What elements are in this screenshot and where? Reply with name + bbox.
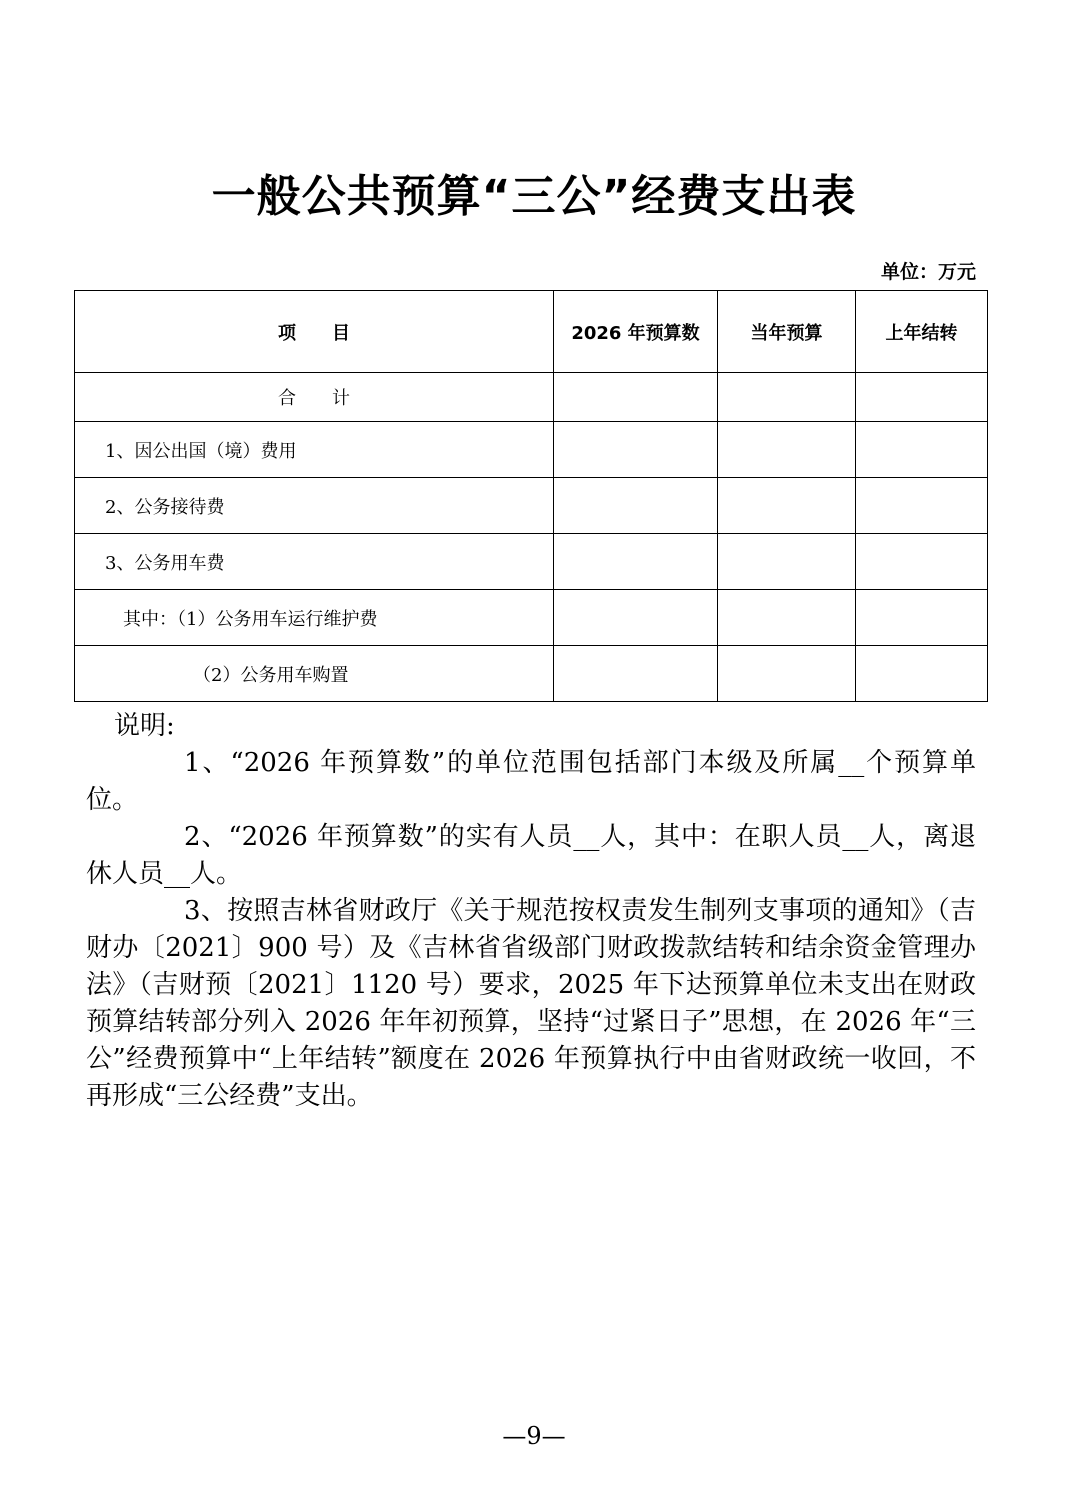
cell-current — [718, 590, 856, 646]
budget-table — [74, 290, 988, 702]
table-row — [75, 646, 988, 702]
cell-budget-2026 — [554, 590, 718, 646]
row-label: 2、公务接待费 — [75, 478, 554, 534]
cell-current — [718, 646, 856, 702]
notes-section — [86, 708, 976, 1115]
header-carryover: 上年结转 — [856, 291, 988, 373]
cell-current — [718, 478, 856, 534]
note-item: 1、“2026 年预算数”的单位范围包括部门本级及所属__个预算单位。 — [86, 748, 976, 815]
cell-carryover — [856, 478, 988, 534]
row-label: （2）公务用车购置 — [75, 646, 554, 702]
page-number: —9— — [502, 1422, 566, 1450]
notes-heading: 说明: — [114, 711, 175, 741]
cell-current — [718, 373, 856, 422]
cell-current — [718, 422, 856, 478]
row-label: 其中：（1）公务用车运行维护费 — [75, 590, 554, 646]
unit-label: 单位：万元 — [880, 261, 976, 283]
row-label: 1、因公出国（境）费用 — [75, 422, 554, 478]
header-budget-2026: 2026 年预算数 — [554, 291, 718, 373]
cell-carryover — [856, 534, 988, 590]
page-title: 一般公共预算“三公”经费支出表 — [211, 171, 857, 222]
table-row — [75, 478, 988, 534]
header-item: 项 目 — [75, 291, 554, 373]
cell-budget-2026 — [554, 422, 718, 478]
cell-budget-2026 — [554, 373, 718, 422]
cell-carryover — [856, 590, 988, 646]
table-row-total — [75, 373, 988, 422]
cell-budget-2026 — [554, 646, 718, 702]
table-row — [75, 422, 988, 478]
note-item: 3、按照吉林省财政厅《关于规范按权责发生制列支事项的通知》（吉财办〔2021〕900 号）及《吉林省省级部门财政拨款结转和结余资金管理办法》（吉财预〔2021〕1120 号）要求，2025 年下达预算单位未支出在财政预算结转部分列入 2026 年年初预算，坚持“过紧日子”思想，在 2026 年“三公”经费预算中“上年结转”额度在 2026 年预算执行中由省财政统一收回，不再形成“三公经费”支出。 — [86, 896, 976, 1111]
cell-carryover — [856, 373, 988, 422]
table-row — [75, 590, 988, 646]
cell-current — [718, 534, 856, 590]
header-current-year: 当年预算 — [718, 291, 856, 373]
cell-budget-2026 — [554, 478, 718, 534]
cell-carryover — [856, 646, 988, 702]
row-label: 合 计 — [75, 373, 554, 422]
note-item: 2、“2026 年预算数”的实有人员__人，其中：在职人员__人，离退休人员__人。 — [86, 822, 976, 889]
table-row — [75, 534, 988, 590]
row-label: 3、公务用车费 — [75, 534, 554, 590]
cell-budget-2026 — [554, 534, 718, 590]
cell-carryover — [856, 422, 988, 478]
table-header-row — [75, 291, 988, 373]
